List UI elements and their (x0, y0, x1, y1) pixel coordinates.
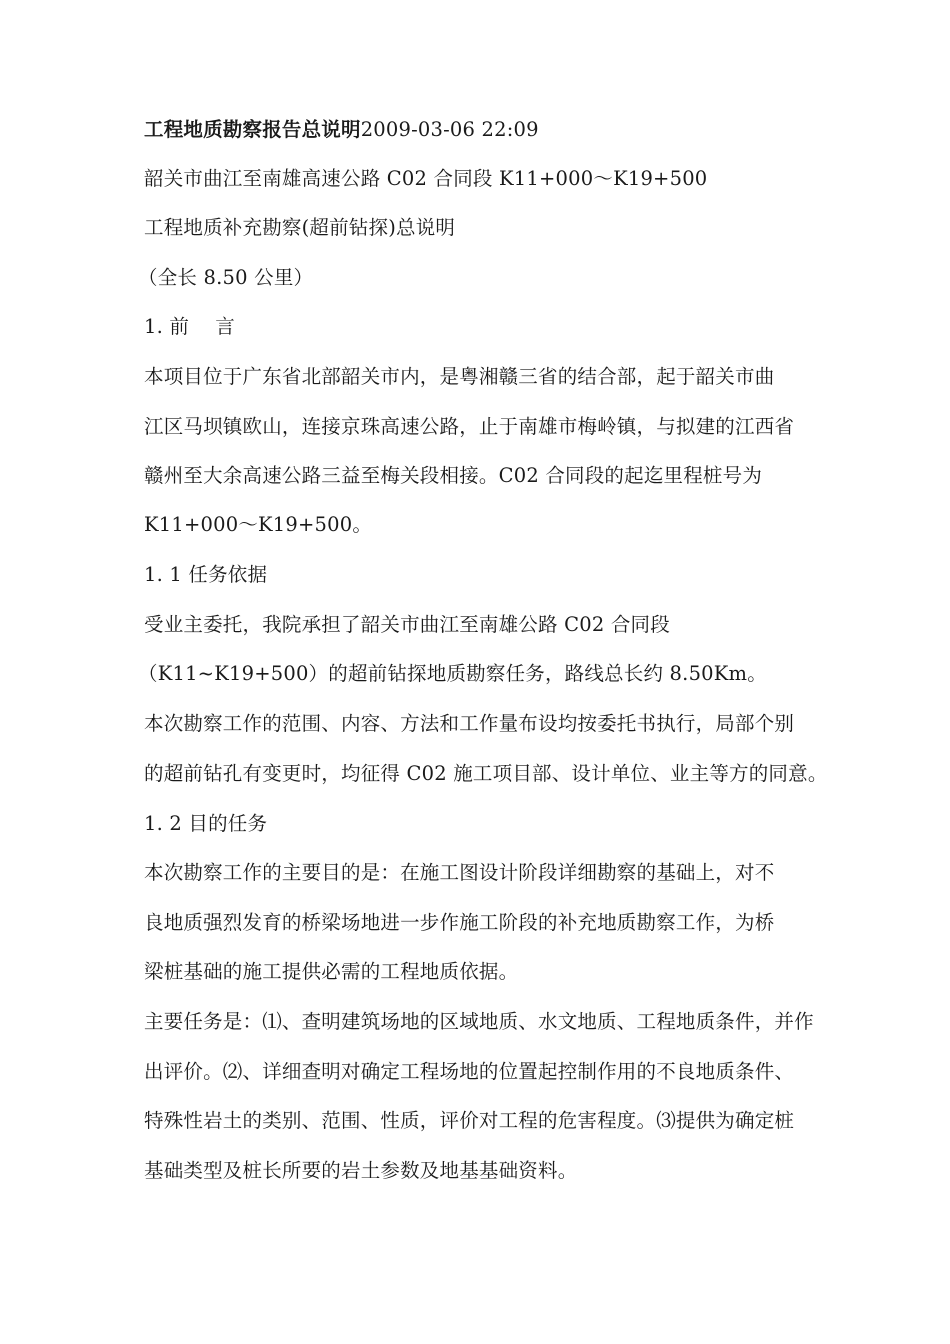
document-title-line (144, 117, 844, 143)
paragraph-line: 江区马坝镇欧山，连接京珠高速公路，止于南雄市梅岭镇，与拟建的江西省 (144, 415, 795, 438)
paragraph-line: 出评价。⑵、详细查明对确定工程场地的位置起控制作用的不良地质条件、 (144, 1060, 795, 1083)
paragraph-line: 本项目位于广东省北部韶关市内，是粤湘赣三省的结合部，起于韶关市曲 (144, 365, 775, 388)
paragraph-line: 的超前钻孔有变更时，均征得 C02 施工项目部、设计单位、业主等方的同意。 (144, 762, 828, 785)
paragraph-line: 主要任务是：⑴、查明建筑场地的区域地质、水文地质、工程地质条件，并作 (144, 1010, 814, 1033)
paragraph-line: （K11~K19+500）的超前钻探地质勘察任务，路线总长约 8.50Km。 (138, 662, 767, 685)
paragraph-line: 梁桩基础的施工提供必需的工程地质依据。 (144, 960, 519, 983)
paragraph-line: 特殊性岩土的类别、范围、性质，评价对工程的危害程度。⑶提供为确定桩 (144, 1109, 795, 1132)
paragraph-line: 受业主委托，我院承担了韶关市曲江至南雄公路 C02 合同段 (144, 613, 670, 636)
length-note: （全长 8.50 公里） (138, 266, 314, 289)
paragraph-line: 本次勘察工作的主要目的是：在施工图设计阶段详细勘察的基础上，对不 (144, 861, 775, 884)
paragraph-line: 赣州至大余高速公路三益至梅关段相接。C02 合同段的起迄里程桩号为 (144, 464, 763, 487)
subtitle-line-1: 韶关市曲江至南雄高速公路 C02 合同段 K11+000～K19+500 (144, 167, 708, 190)
subtitle-line-2: 工程地质补充勘察(超前钻探)总说明 (144, 216, 456, 239)
section-heading-preface: 1. 前 言 (144, 315, 235, 338)
document-title: 工程地质勘察报告总说明 (144, 118, 361, 141)
section-heading-purpose: 1. 2 目的任务 (144, 812, 268, 835)
paragraph-line: 基础类型及桩长所要的岩土参数及地基基础资料。 (144, 1159, 578, 1182)
document-timestamp: 2009-03-06 22:09 (360, 118, 539, 141)
paragraph-line: K11+000～K19+500。 (144, 513, 373, 536)
section-heading-basis: 1. 1 任务依据 (144, 563, 268, 586)
paragraph-line: 良地质强烈发育的桥梁场地进一步作施工阶段的补充地质勘察工作，为桥 (144, 911, 775, 934)
paragraph-line: 本次勘察工作的范围、内容、方法和工作量布设均按委托书执行，局部个别 (144, 712, 795, 735)
